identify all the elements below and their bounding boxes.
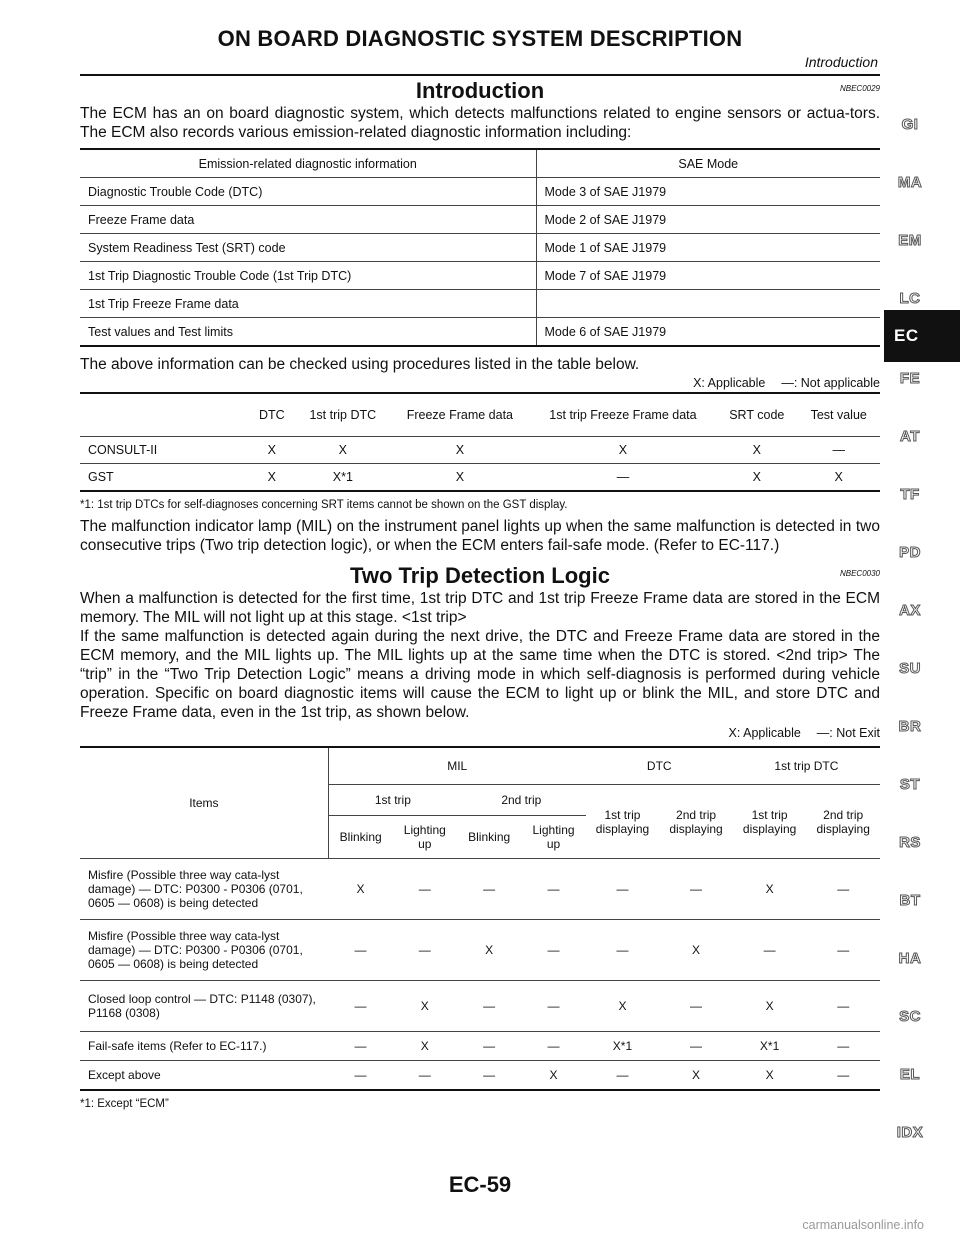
legend-applicable: X: Applicable —: Not applicable — [693, 376, 880, 390]
section-tab-su[interactable]: SU — [899, 660, 921, 677]
page-header-title: ON BOARD DIAGNOSTIC SYSTEM DESCRIPTION — [217, 26, 743, 51]
two-trip-table — [80, 746, 880, 1091]
table-header-items: Items — [80, 747, 328, 859]
two-trip-paragraph-2: If the same malfunction is detected again during the next drive, the DTC and Freeze Frame data are stored in the ECM memory, and the MIL lights up. The MIL lights up at the same time when the DTC is stored. <2nd trip> The “trip” in the “Two Trip Detection Logic” means a driving mode in which self-diagnosis is performed during vehicle operation. Specific on board diagnostic items will cause the ECM to light up or blink the MIL, and store DTC and Freeze Frame data, even in the 1st trip, as shown below. — [80, 628, 880, 721]
sae-mode-table — [80, 148, 880, 347]
table-row — [80, 206, 880, 234]
section-tab-lc[interactable]: LC — [899, 290, 921, 307]
table-cell: X — [733, 859, 807, 920]
table-header: SRT code — [716, 393, 797, 437]
table-header-1st-trip-dtc: 1st trip DTC — [733, 747, 880, 785]
section-tab-el[interactable]: EL — [899, 1066, 921, 1083]
table-cell: Except above — [80, 1061, 328, 1091]
table-cell: Mode 3 of SAE J1979 — [536, 178, 880, 206]
table-row — [80, 437, 880, 464]
table-row — [80, 920, 880, 981]
table-row — [80, 234, 880, 262]
table-cell: — — [806, 859, 880, 920]
table-cell: — — [733, 920, 807, 981]
table-cell: Test values and Test limits — [80, 318, 536, 347]
table-header-mil: MIL — [328, 747, 585, 785]
section-tab-sc[interactable]: SC — [899, 1008, 921, 1025]
table-cell: — — [457, 859, 521, 920]
table-cell: System Readiness Test (SRT) code — [80, 234, 536, 262]
table-row — [80, 464, 880, 492]
section-tab-tf[interactable]: TF — [900, 486, 920, 503]
table-cell: 1st Trip Freeze Frame data — [80, 290, 536, 318]
table-cell: X — [521, 1061, 585, 1091]
table-cell: Mode 6 of SAE J1979 — [536, 318, 880, 347]
table-cell: X — [390, 464, 530, 492]
table-header-dtc: DTC — [586, 747, 733, 785]
table-cell: — — [586, 1061, 660, 1091]
table-cell: — — [393, 1061, 457, 1091]
table-row — [80, 318, 880, 347]
table-cell: X — [716, 464, 797, 492]
table-cell: Freeze Frame data — [80, 206, 536, 234]
table-cell: — — [806, 981, 880, 1032]
table-cell: Diagnostic Trouble Code (DTC) — [80, 178, 536, 206]
table-cell: — — [328, 920, 392, 981]
section-tab-bt[interactable]: BT — [899, 892, 921, 909]
table-header: 1st trip Freeze Frame data — [530, 393, 716, 437]
table-header: Emission-related diagnostic information — [80, 149, 536, 178]
table-cell: — — [328, 1032, 392, 1061]
table-cell: X*1 — [733, 1032, 807, 1061]
table-header-2nd-trip-displaying: 2nd trip displaying — [806, 785, 880, 859]
table-cell: — — [586, 920, 660, 981]
table-cell: — — [457, 1032, 521, 1061]
table-header — [80, 393, 248, 437]
legend-not-exit: X: Applicable —: Not Exit — [728, 726, 880, 740]
table-cell: X — [797, 464, 880, 492]
page-number: EC-59 — [448, 1172, 512, 1197]
table-header-lighting-up: Lighting up — [393, 816, 457, 859]
table-cell: — — [328, 1061, 392, 1091]
section-tab-br[interactable]: BR — [898, 718, 922, 735]
table-row — [80, 290, 880, 318]
section-tab-gi[interactable]: GI — [901, 116, 919, 133]
table-row — [80, 262, 880, 290]
table-cell: X — [296, 437, 390, 464]
table-header: 1st trip DTC — [296, 393, 390, 437]
table-cell: GST — [80, 464, 248, 492]
section-code: NBEC0030 — [839, 569, 880, 578]
table-header-blinking: Blinking — [457, 816, 521, 859]
table-cell: — — [530, 464, 716, 492]
table-header-blinking: Blinking — [328, 816, 392, 859]
section-tab-idx[interactable]: IDX — [896, 1124, 924, 1141]
main-content — [80, 78, 880, 1112]
section-tab-ma[interactable]: MA — [897, 174, 923, 191]
section-tab-sidebar — [884, 0, 960, 1242]
table-cell: — — [521, 859, 585, 920]
table-cell: X — [248, 437, 296, 464]
footnote-except-ecm: *1: Except “ECM” — [80, 1098, 169, 1110]
intro-paragraph: The ECM has an on board diagnostic system, which detects malfunctions related to engine sensors or actua-tors. The ECM also records various emission-related diagnostic information including: — [80, 105, 880, 141]
table-cell: — — [457, 1061, 521, 1091]
table-cell: — — [659, 1032, 733, 1061]
table-cell: X — [328, 859, 392, 920]
table-row — [80, 178, 880, 206]
section-tab-pd[interactable]: PD — [899, 544, 921, 561]
section-tab-fe[interactable]: FE — [899, 370, 921, 387]
page-header-subtitle: Introduction — [804, 54, 878, 70]
table-header-2nd-trip: 2nd trip — [457, 785, 586, 816]
paragraph-mil: The malfunction indicator lamp (MIL) on the instrument panel lights up when the same malfunction is detected in two consecutive trips (Two trip detection logic), or when the ECM enters fail-safe mode. (Refer to EC-117.) — [80, 518, 880, 554]
table-cell: X — [716, 437, 797, 464]
table-cell: — — [806, 1032, 880, 1061]
table-cell: Mode 2 of SAE J1979 — [536, 206, 880, 234]
section-tab-at[interactable]: AT — [900, 428, 920, 445]
two-trip-paragraph-1: When a malfunction is detected for the first time, 1st trip DTC and 1st trip Freeze Frame data are stored in the ECM memory. The MIL will not light up at this stage. <1st trip> — [80, 590, 880, 626]
table-header: SAE Mode — [536, 149, 880, 178]
table-header: Freeze Frame data — [390, 393, 530, 437]
table-header-1st-trip-displaying: 1st trip displaying — [733, 785, 807, 859]
header-rule — [80, 74, 880, 76]
table-cell: X — [393, 981, 457, 1032]
section-tab-ax[interactable]: AX — [899, 602, 921, 619]
table-row — [80, 1061, 880, 1091]
table-cell: CONSULT-II — [80, 437, 248, 464]
table-header: Test value — [797, 393, 880, 437]
table-header-2nd-trip-displaying: 2nd trip displaying — [659, 785, 733, 859]
table-cell: — — [393, 859, 457, 920]
table-header-lighting-up: Lighting up — [521, 816, 585, 859]
table-cell: X — [659, 920, 733, 981]
table-cell: — — [521, 1032, 585, 1061]
table-cell: Misfire (Possible three way cata-lyst damage) — DTC: P0300 - P0306 (0701, 0605 — 0608) is being detected — [80, 859, 328, 920]
section-tab-rs[interactable]: RS — [899, 834, 921, 851]
section-tab-ec[interactable]: EC — [884, 310, 960, 362]
table-header-1st-trip-displaying: 1st trip displaying — [586, 785, 660, 859]
section-tab-st[interactable]: ST — [899, 776, 921, 793]
table-cell: — — [797, 437, 880, 464]
table-cell: X — [733, 1061, 807, 1091]
table-cell: — — [457, 981, 521, 1032]
table-cell: — — [393, 920, 457, 981]
section-code: NBEC0029 — [839, 84, 880, 93]
table-cell: — — [659, 859, 733, 920]
table-cell: 1st Trip Diagnostic Trouble Code (1st Trip DTC) — [80, 262, 536, 290]
table-cell: — — [521, 981, 585, 1032]
table-cell: Misfire (Possible three way cata-lyst damage) — DTC: P0300 - P0306 (0701, 0605 — 0608) is being detected — [80, 920, 328, 981]
table-cell: X*1 — [296, 464, 390, 492]
table-row — [80, 981, 880, 1032]
table-row — [80, 859, 880, 920]
footnote-srt: *1: 1st trip DTCs for self-diagnoses concerning SRT items cannot be shown on the GST display. — [80, 499, 568, 511]
section-tab-ha[interactable]: HA — [898, 950, 922, 967]
section-tab-em[interactable]: EM — [898, 232, 922, 249]
table-cell: Mode 1 of SAE J1979 — [536, 234, 880, 262]
table-row — [80, 1032, 880, 1061]
table-cell — [536, 290, 880, 318]
table-cell: — — [806, 1061, 880, 1091]
table-cell: X — [248, 464, 296, 492]
table-header: DTC — [248, 393, 296, 437]
tool-table — [80, 392, 880, 492]
table-cell: — — [328, 981, 392, 1032]
table-cell: X — [457, 920, 521, 981]
table-cell: X — [586, 981, 660, 1032]
watermark: carmanualsonline.info — [802, 1218, 924, 1232]
table-cell: X — [530, 437, 716, 464]
table-cell: Closed loop control — DTC: P1148 (0307), P1168 (0308) — [80, 981, 328, 1032]
table-cell: X*1 — [586, 1032, 660, 1061]
table-cell: X — [393, 1032, 457, 1061]
table-cell: X — [390, 437, 530, 464]
table-header-1st-trip: 1st trip — [328, 785, 457, 816]
table-cell: — — [521, 920, 585, 981]
table-cell: — — [806, 920, 880, 981]
table-cell: X — [733, 981, 807, 1032]
section-heading-introduction: Introduction NBEC0029 — [415, 78, 880, 103]
table-cell: Mode 7 of SAE J1979 — [536, 262, 880, 290]
section-heading-two-trip: Two Trip Detection Logic NBEC0030 — [350, 563, 880, 588]
table-cell: — — [586, 859, 660, 920]
table-cell: X — [659, 1061, 733, 1091]
table-cell: Fail-safe items (Refer to EC-117.) — [80, 1032, 328, 1061]
paragraph-procedures: The above information can be checked using procedures listed in the table below. — [80, 356, 640, 373]
table-cell: — — [659, 981, 733, 1032]
